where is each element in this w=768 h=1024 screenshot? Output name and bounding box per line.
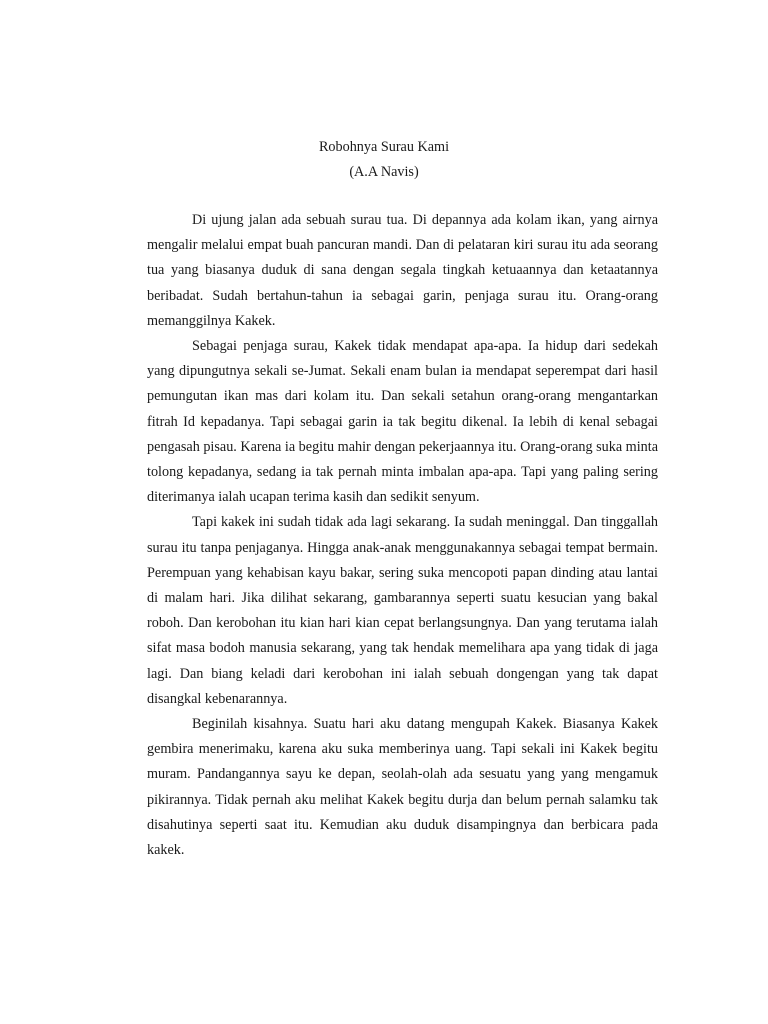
document-body xyxy=(147,208,658,863)
document-title: Robohnya Surau Kami xyxy=(318,139,450,155)
paragraph: Beginilah kisahnya. Suatu hari aku datang mengupah Kakek. Biasanya Kakek gembira menerimaku, karena aku suka memberinya uang. Tapi sekali ini Kakek begitu muram. Pandangannya sayu ke depan, seolah-olah ada sesuatu yang yang mengamuk pikirannya. Tidak pernah aku melihat Kakek begitu durja dan belum pernah salamku tak disahutinya seperti saat itu. Kemudian aku duduk disampingnya dan berbicara pada kakek. xyxy=(147,716,658,859)
document-header xyxy=(0,135,768,185)
paragraph: Tapi kakek ini sudah tidak ada lagi sekarang. Ia sudah meninggal. Dan tinggallah surau itu tanpa penjaganya. Hingga anak-anak menggunakannya sebagai tempat bermain. Perempuan yang kehabisan kayu bakar, sering suka mencopoti papan dinding atau lantai di malam hari. Jika dilihat sekarang, gambarannya seperti suatu kesucian yang bakal roboh. Dan kerobohan itu kian hari kian cepat berlangsungnya. Dan yang terutama ialah sifat masa bodoh manusia sekarang, yang tak hendak memelihara apa yang tidak di jaga lagi. Dan biang keladi dari kerobohan ini ialah sebuah dongengan yang tak dapat disangkal kebenarannya. xyxy=(147,514,658,707)
paragraph: Di ujung jalan ada sebuah surau tua. Di depannya ada kolam ikan, yang airnya mengalir melalui empat buah pancuran mandi. Dan di pelataran kiri surau itu ada seorang tua yang biasanya duduk di sana dengan segala tingkah ketuaannya dan ketaatannya beribadat. Sudah bertahun-tahun ia sebagai garin, penjaga surau itu. Orang-orang memanggilnya Kakek. xyxy=(147,212,658,329)
paragraph: Sebagai penjaga surau, Kakek tidak mendapat apa-apa. Ia hidup dari sedekah yang dipungutnya sekali se-Jumat. Sekali enam bulan ia mendapat seperempat dari hasil pemungutan ikan mas dari kolam itu. Dan sekali setahun orang-orang mengantarkan fitrah Id kepadanya. Tapi sebagai garin ia tak begitu dikenal. Ia lebih di kenal sebagai pengasah pisau. Karena ia begitu mahir dengan pekerjaannya itu. Orang-orang suka minta tolong kepadanya, sedang ia tak pernah minta imbalan apa-apa. Tapi yang paling sering diterimanya ialah ucapan terima kasih dan sedikit senyum. xyxy=(147,338,658,506)
document-author: (A.A Navis) xyxy=(349,164,419,180)
